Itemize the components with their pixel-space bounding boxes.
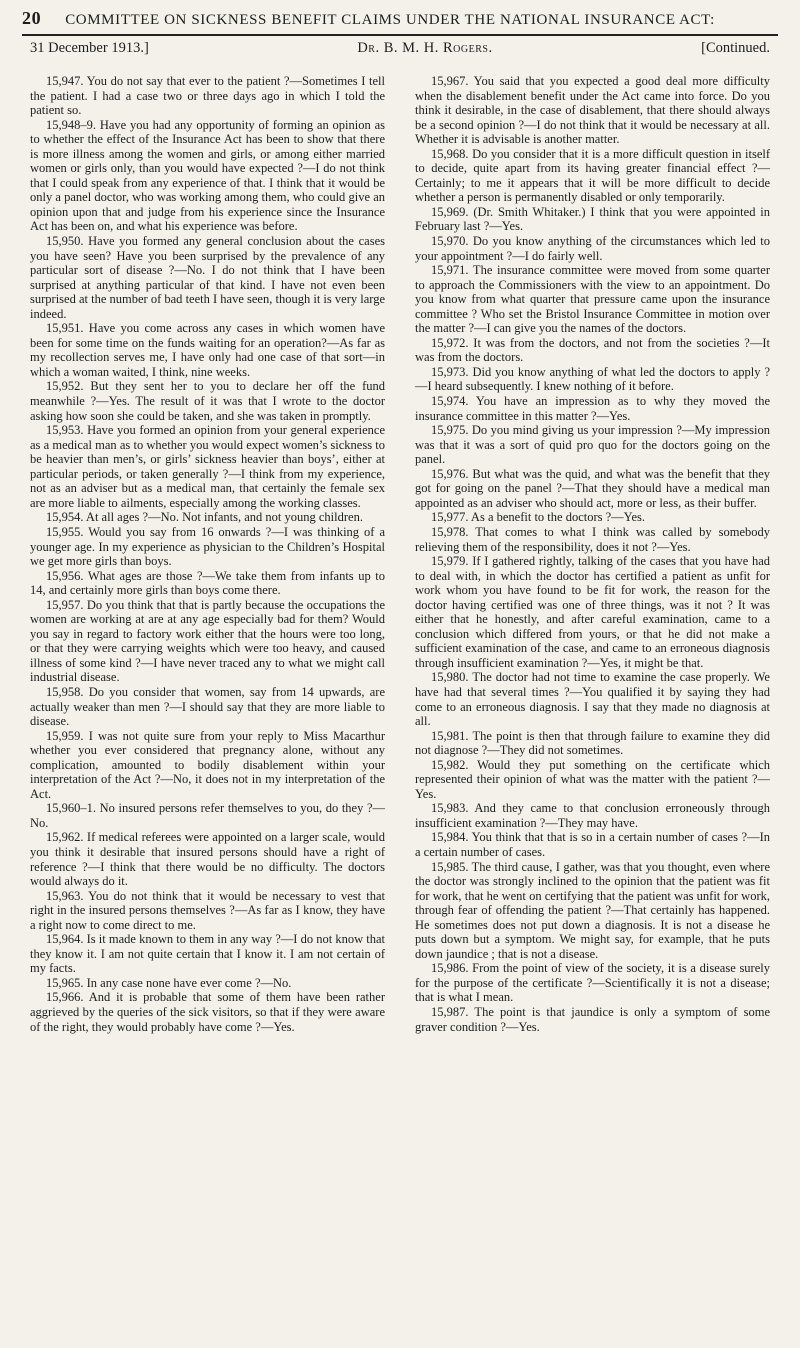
testimony-paragraph: 15,972. It was from the doctors, and not from the societies ?—It was from the doctors. bbox=[415, 335, 770, 365]
hearing-date: 31 December 1913.] bbox=[30, 40, 149, 56]
testimony-paragraph: 15,977. As a benefit to the doctors ?—Yes. bbox=[431, 510, 645, 525]
testimony-paragraph: 15,956. What ages are those ?—We take them from infants up to 14, and certainly more girls than boys come there. bbox=[30, 568, 385, 598]
running-title: COMMITTEE ON SICKNESS BENEFIT CLAIMS UNDER THE NATIONAL INSURANCE ACT: bbox=[65, 12, 715, 28]
testimony-paragraph: 15,987. The point is that jaundice is only a symptom of some graver condition ?—Yes. bbox=[415, 1005, 770, 1034]
testimony-paragraph: 15,947. You do not say that ever to the patient ?—Sometimes I tell the patient. I had a case two or three days ago in which I told the patient so. bbox=[30, 74, 385, 118]
testimony-paragraph: 15,970. Do you know anything of the circumstances which led to your appointment ?—I do fairly well. bbox=[415, 234, 770, 263]
testimony-paragraph: 15,983. And they came to that conclusion erroneously through insufficient examination ?—They may have. bbox=[415, 801, 770, 830]
testimony-paragraph: 15,954. At all ages ?—No. Not infants, and not young children. bbox=[46, 510, 363, 525]
testimony-paragraph: 15,955. Would you say from 16 onwards ?—I was thinking of a younger age. In my experience as physician to the Children’s Hospital we get more girls than boys. bbox=[30, 524, 385, 569]
testimony-paragraph: 15,963. You do not think that it would be necessary to vest that right in the insured persons themselves ?—As far as I know, they have a right now to come direct to me. bbox=[30, 888, 385, 932]
header-rule bbox=[22, 34, 778, 36]
testimony-paragraph: 15,950. Have you formed any general conclusion about the cases you have seen? Have you been surprised by the prevalence of any particular sort of disease ?—No. I do not think that I have been surprised at anything particular of that kind. I have not even been surprised at the number of bad teeth I have seen, though it is very large indeed. bbox=[30, 234, 385, 321]
testimony-paragraph: 15,962. If medical referees were appointed on a larger scale, would you think it desirable that insured persons should have a right of reference ?—I think that there would be no difficulty. The doctors would always do it. bbox=[30, 830, 385, 889]
testimony-paragraph: 15,978. That comes to what I think was called by somebody relieving them of the responsibility, does it not ?—Yes. bbox=[415, 524, 770, 554]
testimony-paragraph: 15,958. Do you consider that women, say from 14 upwards, are actually weaker than men ?—I should say that they are more liable to disease. bbox=[30, 684, 385, 729]
testimony-paragraph: 15,951. Have you come across any cases in which women have been for some time on the funds waiting for an operation?—As far as my recollection serves me, I have only had one case of that sort—in which a woman waited, I think, nine weeks. bbox=[30, 321, 385, 379]
right-column bbox=[415, 74, 770, 1034]
testimony-paragraph: 15,959. I was not quite sure from your reply to Miss Macarthur whether you ever considered that pregnancy alone, without any complication, amounted to bodily disablement within your interpretation of the Act ?—No, it does not in my interpretation of the Act. bbox=[30, 728, 385, 801]
testimony-paragraph: 15,968. Do you consider that it is a more difficult question in itself to decide, quite apart from its having greater financial effect ?—Certainly; to me it appears that it will be more difficult to decide whether a person is permanently disabled or only temporarily. bbox=[415, 146, 770, 205]
testimony-paragraph: 15,966. And it is probable that some of them have been rather aggrieved by the queries of the sick visitors, so that if they were aware of the right, they would probably have come ?—Yes. bbox=[30, 990, 385, 1034]
testimony-paragraph: 15,985. The third cause, I gather, was that you thought, even where the doctor was strongly inclined to the opinion that the patient was fit for work, that he went on certifying that the patient was unfit for work, through fear of offending the patient ?—That certainly has happened. He sometimes does not put down a diagnosis. It is not a disease he puts down but a symptom. We might say, for example, that he puts down jaundice ; that is not a disease. bbox=[415, 859, 770, 961]
testimony-paragraph: 15,974. You have an impression as to why they moved the insurance committee in this matter ?—Yes. bbox=[415, 394, 770, 423]
left-column bbox=[30, 74, 385, 1034]
testimony-paragraph: 15,957. Do you think that that is partly because the occupations the women are working at are at any age especially bad for them? Would you say in regard to factory work either that the hours were too long, or that they were carrying weights which were too heavy, and caused illness of some kind ?—I have never traced any to what we might call industrial disease. bbox=[30, 597, 385, 685]
testimony-paragraph: 15,982. Would they put something on the certificate which represented their opinion of what was the matter with the patient ?—Yes. bbox=[415, 757, 770, 801]
testimony-paragraph: 15,971. The insurance committee were moved from some quarter to approach the Commissioners with the view to an appointment. Do you know from what quarter that pressure came upon the insurance committee ? Who set the Bristol Insurance Committee in motion over the matter ?—I can give you the names of the doctors. bbox=[415, 263, 770, 336]
testimony-paragraph: 15,965. In any case none have ever come ?—No. bbox=[46, 975, 292, 990]
testimony-paragraph: 15,948–9. Have you had any opportunity of forming an opinion as to whether the effect of the Insurance Act has been to show that there is more illness among the women and girls, or among either married women or girls only, than you would have expected ?—I do not think that I could speak from any experience of that. I think that it would be only a panel doctor, who was working among them, who could give an opinion upon that and judge from his experience since the Insurance Act has been on, and what his experience was before. bbox=[30, 117, 385, 234]
testimony-paragraph: 15,973. Did you know anything of what led the doctors to apply ?—I heard subsequently. I knew nothing of it before. bbox=[415, 364, 770, 394]
testimony-paragraph: 15,981. The point is then that through failure to examine they did not diagnose ?—They did not sometimes. bbox=[415, 728, 770, 758]
testimony-paragraph: 15,986. From the point of view of the society, it is a disease surely for the purpose of the certificate ?—Scientifically it is not a disease; that is what I mean. bbox=[415, 961, 770, 1005]
testimony-paragraph: 15,967. You said that you expected a good deal more difficulty when the disablement benefit under the Act came into force. Do you think it desirable, in the case of disablement, that there should always be a second opinion ?—I do not think that it would be necessary at all. Whether it is advisable is another matter. bbox=[415, 74, 770, 147]
testimony-paragraph: 15,953. Have you formed an opinion from your general experience as a medical man as to whether you would expect women’s sickness to be heavier than men’s, or girls’ sickness heavier than boys’, either at particular periods, or taken generally ?—I think from my experience, not as an adviser but as a medical man, that certainly the female sex are more liable to ailments, especially among the working classes. bbox=[30, 423, 385, 510]
testimony-paragraph: 15,975. Do you mind giving us your impression ?—My impression was that it was a sort of quid pro quo for the doctors going on the panel. bbox=[415, 423, 770, 467]
testimony-paragraph: 15,952. But they sent her to you to declare her off the fund meanwhile ?—Yes. The result of it was that I wrote to the doctor asking how soon she could be taken, and she was taken in promptly. bbox=[30, 379, 385, 423]
page-number: 20 bbox=[22, 8, 42, 28]
running-header bbox=[22, 8, 778, 29]
testimony-paragraph: 15,980. The doctor had not time to examine the case properly. We have had that several times ?—You qualified it by saying they had come to an erroneous diagnosis. I say that they made no diagnosis at all. bbox=[415, 670, 770, 729]
witness-name: Dr. B. M. H. Rogers. bbox=[357, 40, 493, 56]
testimony-paragraph: 15,976. But what was the quid, and what was the benefit that they got for going on the panel ?—That they should have a medical man appointed as an adviser who should act, more or less, as their buffer. bbox=[415, 466, 770, 510]
testimony-paragraph: 15,964. Is it made known to them in any way ?—I do not know that they know it. I am not quite certain that I know it. I am not certain of my facts. bbox=[30, 932, 385, 976]
testimony-paragraph: 15,960–1. No insured persons refer themselves to you, do they ?—No. bbox=[30, 801, 385, 830]
testimony-paragraph: 15,969. (Dr. Smith Whitaker.) I think that you were appointed in February last ?—Yes. bbox=[415, 204, 770, 234]
continued-label: [Continued. bbox=[701, 40, 770, 56]
testimony-paragraph: 15,979. If I gathered rightly, talking of the cases that you have had to deal with, in which the doctor has certified a patient as unfit for work whom you have found to be fit for work, the reason for the doctor having certified was one of three things, was it not ? It was either that he honestly, and after careful examination, came to a conclusion which differed from yours, or that he did not make a sufficient examination of the case, and came to an erroneous diagnosis through insufficient examination ?—Yes, it might be that. bbox=[415, 554, 770, 670]
sub-header bbox=[30, 40, 770, 57]
testimony-paragraph: 15,984. You think that that is so in a certain number of cases ?—In a certain number of cases. bbox=[415, 830, 770, 859]
